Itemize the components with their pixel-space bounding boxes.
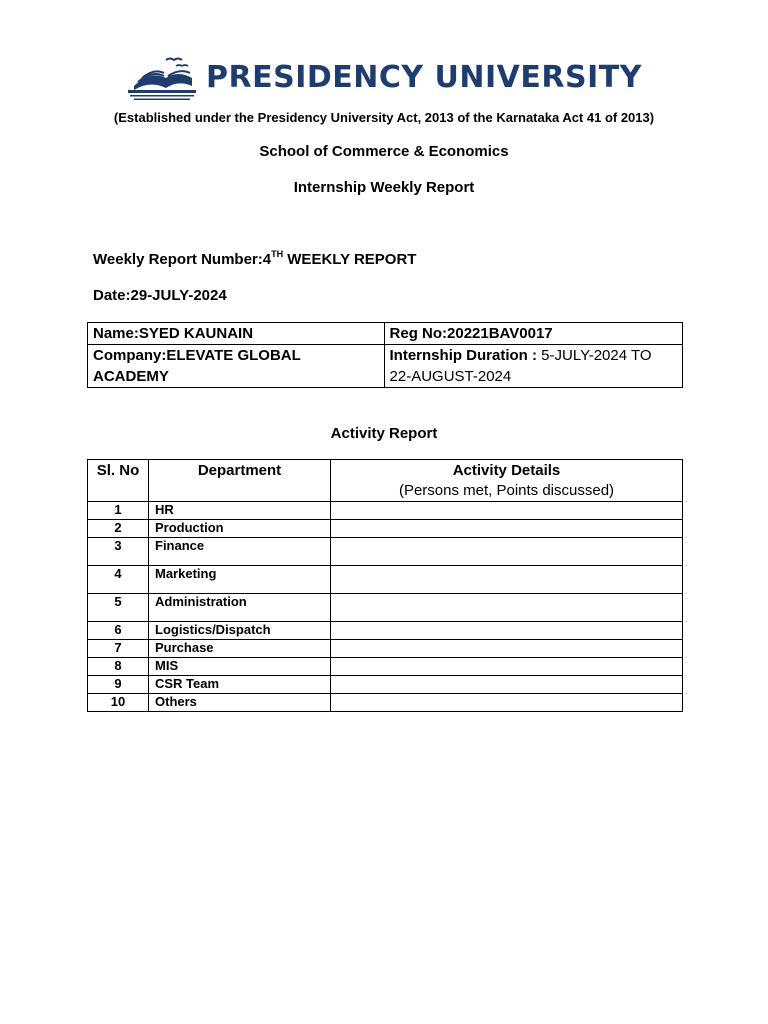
university-name: PRESIDENCY UNIVERSITY bbox=[206, 60, 642, 95]
company-name: Company:ELEVATE GLOBAL ACADEMY bbox=[88, 345, 385, 388]
report-date: Date:29-JULY-2024 bbox=[93, 287, 227, 304]
weekly-report-number bbox=[93, 251, 416, 268]
internship-duration bbox=[384, 345, 682, 388]
school-name: School of Commerce & Economics bbox=[259, 143, 509, 160]
row-sl-no: 3 bbox=[88, 538, 149, 566]
row-sl-no: 1 bbox=[88, 502, 149, 520]
row-activity-details[interactable] bbox=[331, 658, 683, 676]
table-row bbox=[88, 676, 683, 694]
row-activity-details[interactable] bbox=[331, 622, 683, 640]
university-header bbox=[126, 56, 650, 102]
row-sl-no: 8 bbox=[88, 658, 149, 676]
row-activity-details[interactable] bbox=[331, 676, 683, 694]
row-department: Production bbox=[149, 520, 331, 538]
table-row bbox=[88, 502, 683, 520]
column-header-sl-no: Sl. No bbox=[88, 460, 149, 502]
row-activity-details[interactable] bbox=[331, 502, 683, 520]
row-department: MIS bbox=[149, 658, 331, 676]
row-sl-no: 4 bbox=[88, 566, 149, 594]
row-department: Purchase bbox=[149, 640, 331, 658]
column-header-department: Department bbox=[149, 460, 331, 502]
row-sl-no: 7 bbox=[88, 640, 149, 658]
row-sl-no: 5 bbox=[88, 594, 149, 622]
table-row bbox=[88, 640, 683, 658]
info-row bbox=[88, 323, 683, 345]
row-activity-details[interactable] bbox=[331, 594, 683, 622]
internship-duration-value: 5-JULY-2024 TO 22-AUGUST-2024 bbox=[389, 347, 652, 385]
table-row bbox=[88, 538, 683, 566]
table-row bbox=[88, 658, 683, 676]
weekly-report-number-value: WEEKLY REPORT bbox=[283, 251, 417, 268]
row-sl-no: 2 bbox=[88, 520, 149, 538]
report-title: Internship Weekly Report bbox=[293, 179, 475, 196]
row-department: Logistics/Dispatch bbox=[149, 622, 331, 640]
info-row bbox=[88, 345, 683, 388]
student-name: Name:SYED KAUNAIN bbox=[88, 323, 385, 345]
established-note: (Established under the Presidency University Act, 2013 of the Karnataka Act 41 of 2013) bbox=[113, 110, 655, 125]
activity-header-row bbox=[88, 460, 683, 502]
row-department: Marketing bbox=[149, 566, 331, 594]
activity-report-title: Activity Report bbox=[330, 425, 438, 442]
university-logo-icon bbox=[126, 56, 198, 102]
table-row bbox=[88, 520, 683, 538]
row-department: HR bbox=[149, 502, 331, 520]
row-sl-no: 10 bbox=[88, 694, 149, 712]
row-activity-details[interactable] bbox=[331, 694, 683, 712]
row-sl-no: 6 bbox=[88, 622, 149, 640]
weekly-report-number-label: Weekly Report Number:4 bbox=[93, 251, 272, 268]
row-activity-details[interactable] bbox=[331, 566, 683, 594]
row-department: Administration bbox=[149, 594, 331, 622]
row-sl-no: 9 bbox=[88, 676, 149, 694]
table-row bbox=[88, 622, 683, 640]
row-department: Others bbox=[149, 694, 331, 712]
activity-details-label: Activity Details bbox=[452, 462, 561, 479]
table-row bbox=[88, 694, 683, 712]
row-department: Finance bbox=[149, 538, 331, 566]
activity-table bbox=[87, 459, 683, 712]
row-department: CSR Team bbox=[149, 676, 331, 694]
row-activity-details[interactable] bbox=[331, 520, 683, 538]
internship-duration-label: Internship Duration : bbox=[389, 347, 538, 364]
student-info-table bbox=[87, 322, 683, 388]
row-activity-details[interactable] bbox=[331, 538, 683, 566]
registration-number: Reg No:20221BAV0017 bbox=[384, 323, 682, 345]
table-row bbox=[88, 566, 683, 594]
table-row bbox=[88, 594, 683, 622]
activity-details-subtitle: (Persons met, Points discussed) bbox=[398, 482, 615, 499]
row-activity-details[interactable] bbox=[331, 640, 683, 658]
column-header-activity-details bbox=[331, 460, 683, 502]
weekly-report-number-suffix: TH bbox=[271, 249, 284, 259]
